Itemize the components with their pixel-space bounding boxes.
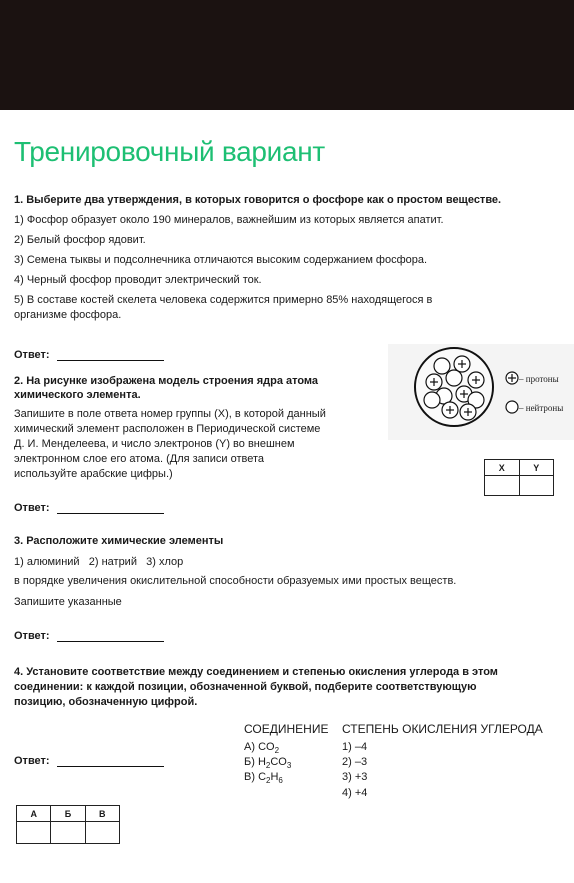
- q2-answer-label: Ответ:: [14, 502, 50, 514]
- q4-compound-b: Б) $H_2CO_3$: [244, 756, 292, 771]
- nucleus-model-figure: [388, 344, 574, 440]
- q2-text-2: химический элемент расположен в Периодической системе: [14, 423, 321, 435]
- q1-question: 1. Выберите два утверждения, в которых говорится о фосфоре как о простом веществе.: [14, 194, 502, 206]
- neutron-legend-icon: [506, 401, 518, 413]
- q4-col1-header: СОЕДИНЕНИЕ: [244, 722, 329, 736]
- legend-protons-label: – протоны: [519, 374, 559, 384]
- q2-table-header-x: X: [485, 460, 520, 476]
- q4-degree-1: 1) –4: [342, 741, 368, 753]
- q1-answer-field[interactable]: [57, 360, 164, 361]
- q4-answer-cell-v[interactable]: [85, 822, 119, 844]
- q3-text-2: Запишите указанные: [14, 596, 122, 608]
- q2-answer-cell-x[interactable]: [485, 476, 520, 496]
- q4-question-line1: 4. Установите соответствие между соединением и степенью окисления углерода в этом: [14, 666, 498, 678]
- q1-option-3: 3) Семена тыквы и подсолнечника отличаются высоким содержанием фосфора.: [14, 254, 428, 266]
- q4-answer-table: [16, 805, 120, 844]
- q2-table-header-y: Y: [519, 460, 554, 476]
- q3-text: в порядке увеличения окислительной способности образуемых ими простых веществ.: [14, 575, 457, 587]
- q4-answer-cell-a[interactable]: [17, 822, 51, 844]
- top-dark-band: [0, 0, 574, 110]
- q2-answer-cell-y[interactable]: [519, 476, 554, 496]
- q1-option-4: 4) Черный фосфор проводит электрический ток.: [14, 274, 262, 286]
- q4-question-line2: соединении: к каждой позиции, обозначенной буквой, подберите соответствующую: [14, 681, 477, 693]
- q3-answer-field[interactable]: [57, 641, 164, 642]
- q3-answer-label: Ответ:: [14, 630, 50, 642]
- q4-answer-cell-b[interactable]: [51, 822, 85, 844]
- q1-option-2: 2) Белый фосфор ядовит.: [14, 234, 146, 246]
- q4-compound-a: А) $CO_2$: [244, 741, 280, 756]
- q4-answer-field[interactable]: [57, 766, 164, 767]
- q2-text-5: используйте арабские цифры.): [14, 468, 173, 480]
- q1-option-1: 1) Фосфор образует около 190 минералов, важнейшим из которых является апатит.: [14, 214, 444, 226]
- q4-question-line3: позицию, обозначенную цифрой.: [14, 696, 198, 708]
- q1-option-5-cont: организме фосфора.: [14, 309, 122, 321]
- q1-answer-label: Ответ:: [14, 349, 50, 361]
- q4-table-header-v: В: [85, 806, 119, 822]
- q4-degree-2: 2) –3: [342, 756, 368, 768]
- q4-answer-label: Ответ:: [14, 755, 50, 767]
- q1-option-5: 5) В составе костей скелета человека содержится примерно 85% находящегося в: [14, 294, 433, 306]
- q3-elements: 1) алюминий 2) натрий 3) хлор: [14, 556, 184, 568]
- q2-answer-field[interactable]: [57, 513, 164, 514]
- q2-answer-table: [484, 459, 554, 496]
- q2-question-line2: химического элемента.: [14, 389, 141, 401]
- q4-col2-header: СТЕПЕНЬ ОКИСЛЕНИЯ УГЛЕРОДА: [342, 722, 543, 736]
- q4-table-header-b: Б: [51, 806, 85, 822]
- q3-question: 3. Расположите химические элементы: [14, 535, 224, 547]
- q2-text-4: электронном слое его атома. (Для записи ответа: [14, 453, 265, 465]
- q4-degree-4: 4) +4: [342, 787, 368, 799]
- q4-table-header-a: А: [17, 806, 51, 822]
- q2-question-line1: 2. На рисунке изображена модель строения ядра атома: [14, 375, 319, 387]
- q4-degree-3: 3) +3: [342, 771, 368, 783]
- q2-text-1: Запишите в поле ответа номер группы (X), в которой данный: [14, 408, 326, 420]
- q4-compound-c: В) $C_2H_6$: [244, 771, 283, 786]
- page-title: Тренировочный вариант: [14, 136, 325, 167]
- legend-neutrons-label: – нейтроны: [519, 403, 564, 413]
- q2-text-3: Д. И. Менделеева, и число электронов (Y) во внешнем: [14, 438, 295, 450]
